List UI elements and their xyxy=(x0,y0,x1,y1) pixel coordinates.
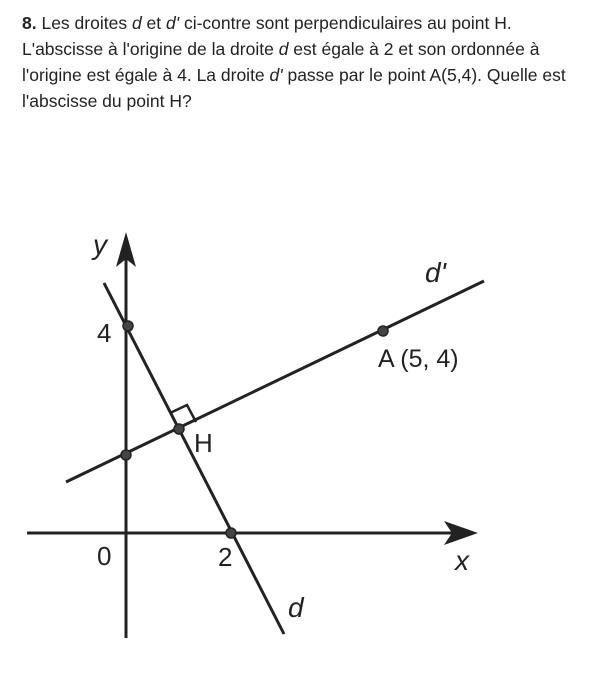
question-part: passe par le point A(5,4). Quelle est l'abscisse du point H? xyxy=(22,65,566,111)
point-y-intercept-d xyxy=(123,321,133,331)
y-axis-label: y xyxy=(93,229,107,260)
point-H xyxy=(174,424,184,434)
question-part: et xyxy=(141,13,166,33)
var-d: d xyxy=(278,39,289,59)
question-part: ci-contre sont perpendiculaires au point H. L'abscisse à l'origine de la droite xyxy=(22,13,512,59)
point-A-label: A (5, 4) xyxy=(378,345,459,373)
point-H-label: H xyxy=(194,428,213,458)
x-intercept-label: 2 xyxy=(218,542,233,572)
point-x-intercept-d xyxy=(226,528,236,538)
line-d-label: d xyxy=(288,592,304,623)
var-d-prime: d' xyxy=(166,13,180,33)
question-part: Les droites xyxy=(36,13,132,33)
point-y-intercept-d-prime xyxy=(121,450,131,460)
line-d xyxy=(104,283,284,634)
var-d: d xyxy=(131,13,142,33)
point-A xyxy=(378,326,388,336)
var-d-prime: d' xyxy=(269,65,283,85)
question-number: 8. xyxy=(22,13,37,33)
x-axis-label: x xyxy=(455,545,469,576)
y-intercept-label: 4 xyxy=(97,318,112,348)
question-part: est égale à 2 et son ordonnée à l'origine est égale à 4. La droite xyxy=(22,39,540,85)
line-d-prime-label: d' xyxy=(425,257,446,288)
origin-label: 0 xyxy=(97,541,112,571)
